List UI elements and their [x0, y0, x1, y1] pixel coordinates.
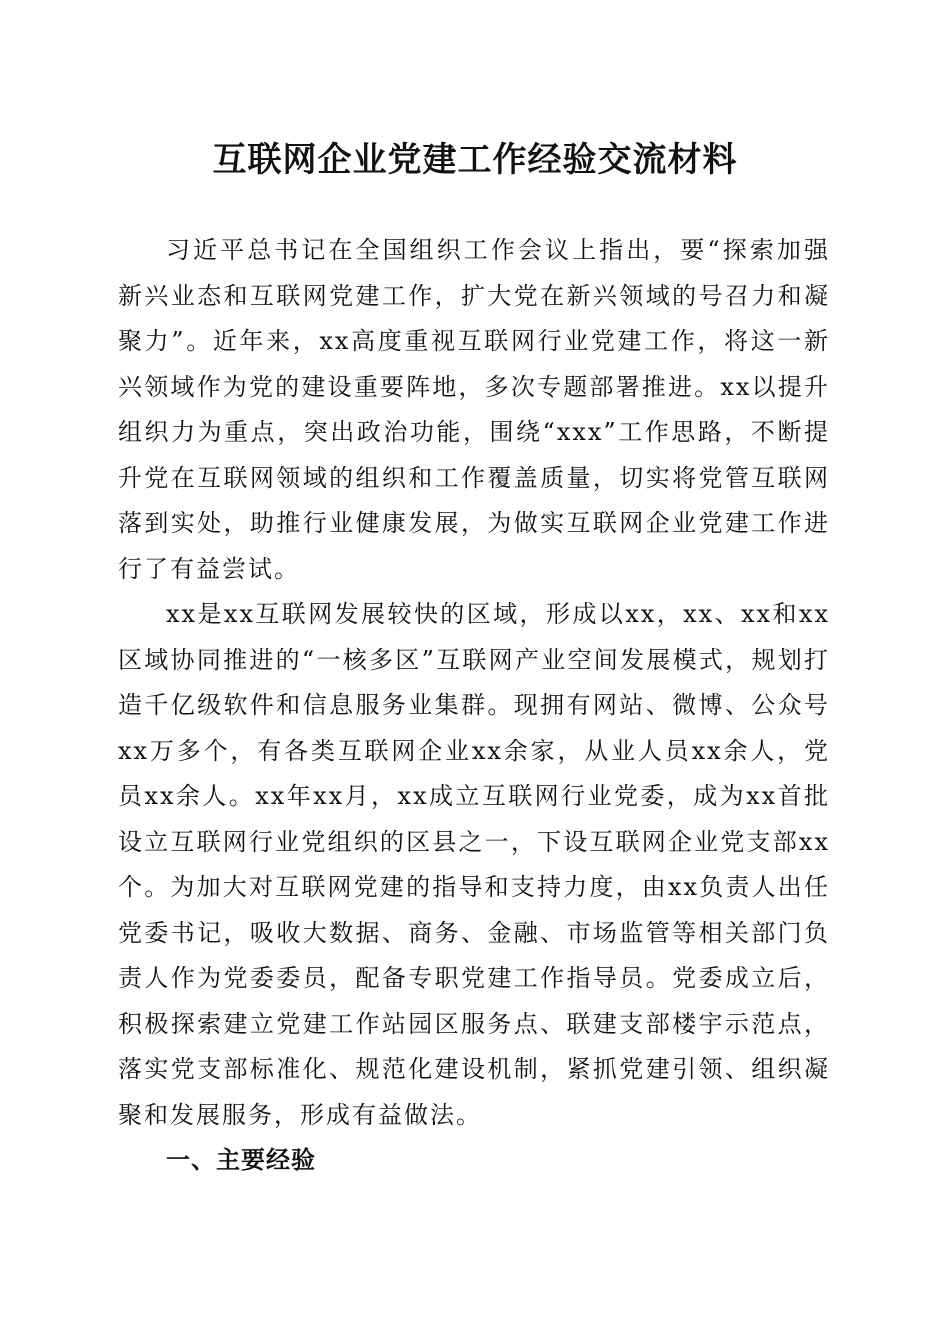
section-heading-main-experience: 一、主要经验	[166, 1146, 316, 1174]
document-title: 互联网企业党建工作经验交流材料	[212, 140, 738, 180]
paragraph-intro: 习近平总书记在全国组织工作会议上指出，要“探索加强新兴业态和互联网党建工作，扩大党在新兴领域的号召力和凝聚力”。近年来，xx高度重视互联网行业党建工作，将这一新兴领域作为党的建设重要阵地，多次专题部署推进。xx以提升组织力为重点，突出政治功能，围绕“xxx”工作思路，不断提升党在互联网领域的组织和工作覆盖质量，切实将党管互联网落到实处，助推行业健康发展，为做实互联网企业党建工作进行了有益尝试。	[118, 236, 830, 583]
document-body	[118, 228, 830, 1184]
paragraph-background: xx是xx互联网发展较快的区域，形成以xx，xx、xx和xx区域协同推进的“一核多区”互联网产业空间发展模式，规划打造千亿级软件和信息服务业集群。现拥有网站、微博、公众号xx万多个，有各类互联网企业xx余家，从业人员xx余人，党员xx余人。xx年xx月，xx成立互联网行业党委，成为xx首批设立互联网行业党组织的区县之一，下设互联网企业党支部xx个。为加大对互联网党建的指导和支持力度，由xx负责人出任党委书记，吸收大数据、商务、金融、市场监管等相关部门负责人作为党委委员，配备专职党建工作指导员。党委成立后，积极探索建立党建工作站园区服务点、联建支部楼宇示范点，落实党支部标准化、规范化建设机制，紧抓党建引领、组织凝聚和发展服务，形成有益做法。	[118, 600, 830, 1129]
